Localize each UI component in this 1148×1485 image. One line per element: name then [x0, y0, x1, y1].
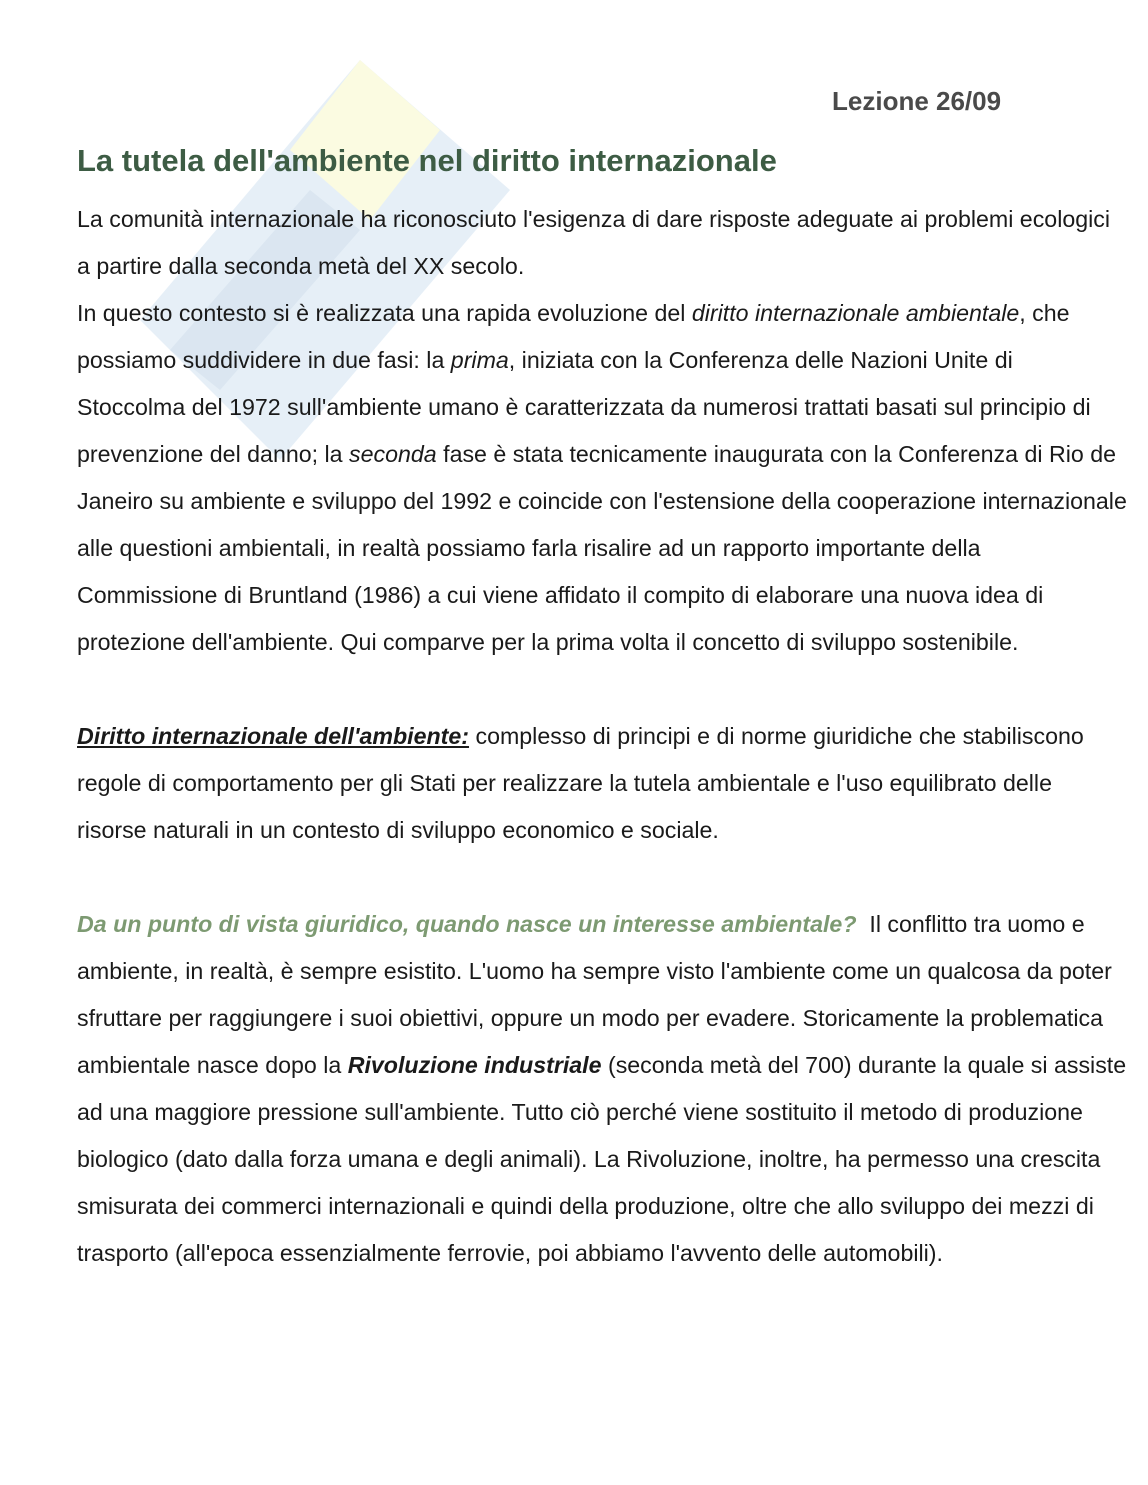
text-run: fase è stata tecnicamente inaugurata con la Conferenza di Rio de Janeiro su ambiente e sviluppo del 1992 e coincide con l'estensione della cooperazione internazionale alle questioni ambientali, in realtà possiamo farla risalire ad un rapporto importante della Commissione di Bruntland (1986) a cui viene affidato il compito di elaborare una nuova idea di protezione dell'ambiente. Qui comparve per la prima volta il concetto di sviluppo sostenibile. [77, 441, 1127, 655]
section-question: Da un punto di vista giuridico, quando nasce un interesse ambientale? [77, 911, 857, 937]
paragraph-spacer [77, 666, 1127, 713]
emphasis-term: Rivoluzione industriale [347, 1052, 602, 1078]
definition-term: Diritto internazionale dell'ambiente: [77, 723, 470, 749]
text-run: In questo contesto si è realizzata una rapida evoluzione del [77, 300, 692, 326]
text-run: , iniziata con la Conferenza delle Nazioni Unite di Stoccolma del 1972 sull'ambiente umano è caratterizzata da numerosi trattati basati sul principio di prevenzione del danno; la [77, 347, 1091, 467]
document-body [77, 196, 1127, 1277]
page-title: La tutela dell'ambiente nel diritto internazionale [77, 143, 777, 178]
text-run: Il conflitto tra uomo e ambiente, in realtà, è sempre esistito. L'uomo ha sempre visto l'ambiente come un qualcosa da poter sfruttare per raggiungere i suoi obiettivi, oppure un modo per evadere. Storicamente la problematica ambientale nasce dopo la [77, 911, 1119, 1078]
evolution-paragraph [77, 290, 1127, 666]
definition-paragraph [77, 713, 1127, 854]
lesson-date: Lezione 26/09 [832, 86, 1002, 116]
history-paragraph [77, 901, 1127, 1277]
italic-term: prima [450, 347, 509, 373]
paragraph-spacer [77, 854, 1127, 901]
intro-paragraph: La comunità internazionale ha riconosciuto l'esigenza di dare risposte adeguate ai problemi ecologici a partire dalla seconda metà del XX secolo. [77, 206, 1111, 279]
text-run: , che possiamo suddividere in due fasi: la [77, 300, 1070, 373]
text-run: (seconda metà del 700) durante la quale si assiste ad una maggiore pressione sull'ambiente. Tutto ciò perché viene sostituito il metodo di produzione biologico (dato dalla forza umana e degli animali). La Rivoluzione, inoltre, ha permesso una crescita smisurata dei commerci internazionali e quindi della produzione, oltre che allo sviluppo dei mezzi di trasporto (all'epoca essenzialmente ferrovie, poi abbiamo l'avvento delle automobili). [77, 1052, 1127, 1266]
italic-term: seconda [349, 441, 437, 467]
definition-text: complesso di principi e di norme giuridiche che stabiliscono regole di comportamento per gli Stati per realizzare la tutela ambientale e l'uso equilibrato delle risorse naturali in un contesto di sviluppo economico e sociale. [77, 723, 1084, 843]
italic-term: diritto internazionale ambientale [691, 300, 1020, 326]
